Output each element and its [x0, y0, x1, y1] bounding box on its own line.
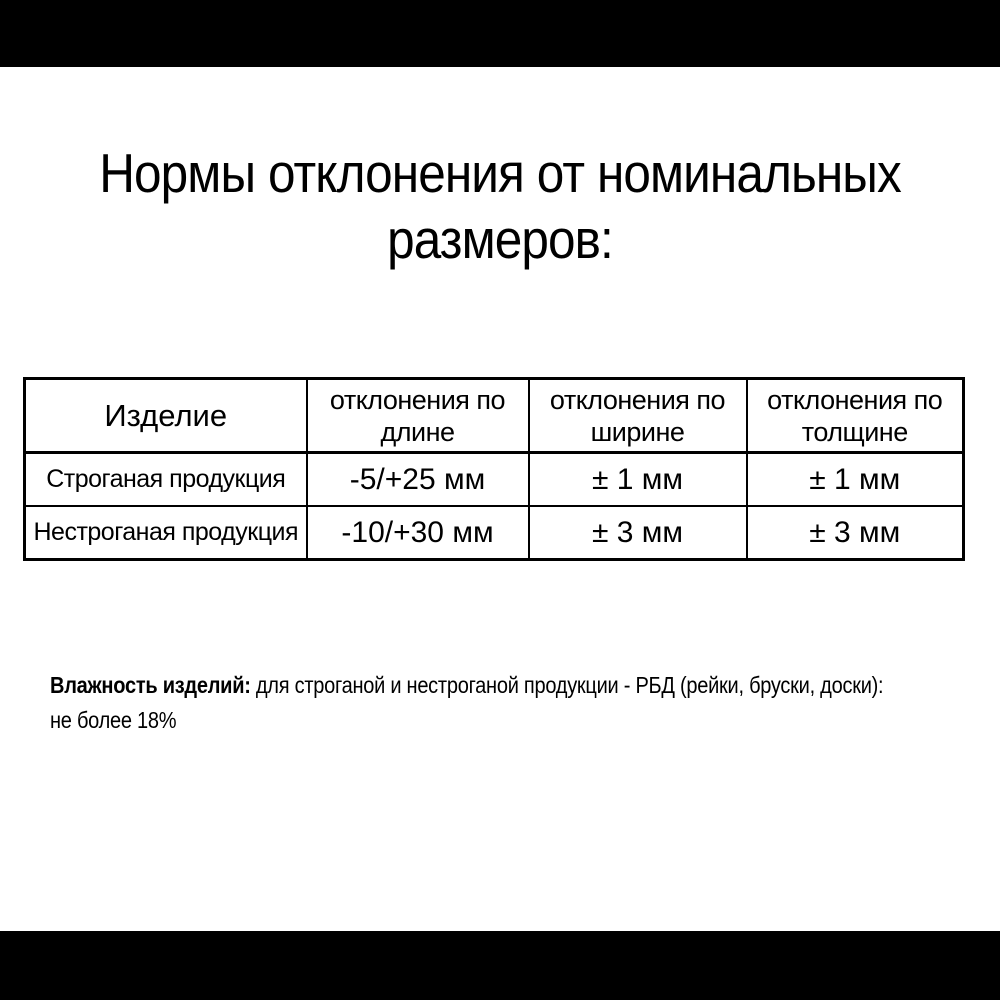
letterbox-top-bar [0, 0, 1000, 67]
moisture-note-label: Влажность изделий: [50, 672, 251, 698]
cell-product: Нестроганая продукция [25, 506, 307, 560]
cell-product: Строганая продукция [25, 453, 307, 507]
cell-deviation-thickness: ± 3 мм [747, 506, 964, 560]
table-row [25, 453, 964, 507]
moisture-note-line-1 [50, 668, 883, 703]
title-line-1: Нормы отклонения от номинальных [99, 142, 901, 204]
header-cell-deviation-thickness: отклонения по толщине [747, 379, 964, 453]
cell-deviation-width: ± 1 мм [529, 453, 747, 507]
cell-deviation-length: -5/+25 мм [307, 453, 529, 507]
page-title [50, 140, 950, 272]
title-line-2: размеров: [387, 208, 613, 270]
table-row [25, 506, 964, 560]
cell-deviation-width: ± 3 мм [529, 506, 747, 560]
header-cell-deviation-width: отклонения по ширине [529, 379, 747, 453]
header-cell-product: Изделие [25, 379, 307, 453]
moisture-note-line-2: не более 18% [50, 707, 177, 733]
header-row [25, 379, 964, 453]
moisture-note-text: для строганой и нестроганой продукции - РБД (рейки, бруски, доски): [255, 672, 884, 698]
deviations-table [23, 377, 965, 561]
moisture-note [50, 668, 883, 738]
header-cell-deviation-length: отклонения по длине [307, 379, 529, 453]
cell-deviation-length: -10/+30 мм [307, 506, 529, 560]
cell-deviation-thickness: ± 1 мм [747, 453, 964, 507]
letterbox-bottom-bar [0, 931, 1000, 1000]
